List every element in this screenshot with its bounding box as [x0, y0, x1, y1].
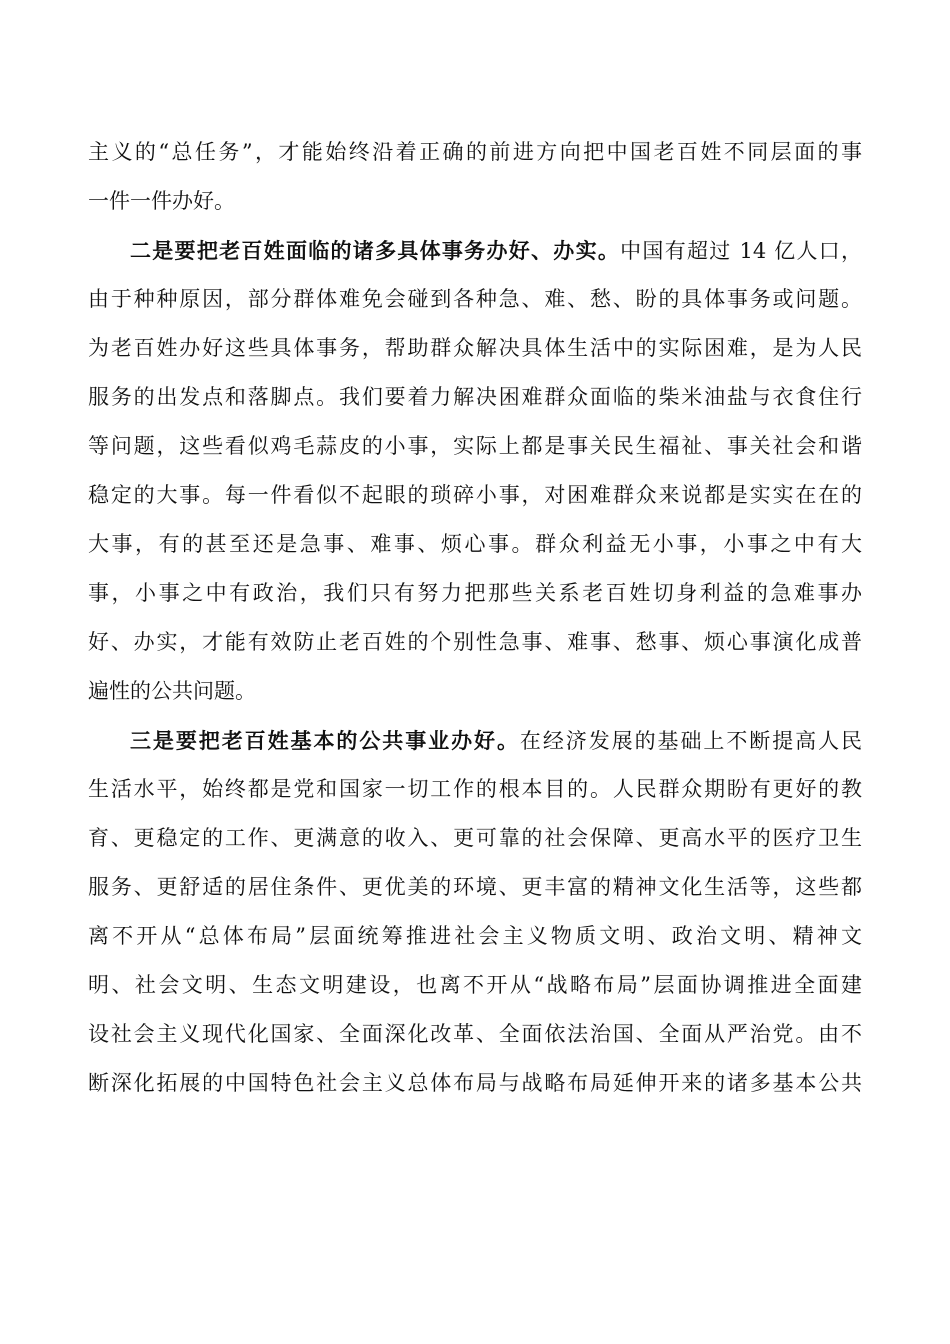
text-line [88, 1010, 862, 1059]
text-line [88, 667, 862, 716]
body-text: 一件一件办好。 [88, 189, 235, 213]
text-line [88, 471, 862, 520]
text-line [88, 618, 862, 667]
body-text: 主义的“总任务”，才能始终沿着正确的前进方向把中国老百姓不同层面的事 [88, 140, 862, 164]
body-text: 为老百姓办好这些具体事务，帮助群众解决具体生活中的实际困难，是为人民 [88, 336, 862, 360]
body-text: 离不开从“总体布局”层面统筹推进社会主义物质文明、政治文明、精神文 [88, 924, 862, 948]
body-text: 遍性的公共问题。 [88, 679, 256, 703]
body-text: 在经济发展的基础上不断提高人民 [519, 729, 863, 753]
body-text: 设社会主义现代化国家、全面深化改革、全面依法治国、全面从严治党。由不 [88, 1022, 862, 1046]
text-line [88, 1059, 862, 1108]
text-line [88, 226, 862, 275]
body-text: 服务的出发点和落脚点。我们要着力解决困难群众面临的柴米油盐与衣食住行 [88, 385, 862, 409]
bold-heading-text: 三是要把老百姓基本的公共事业办好。 [130, 728, 520, 753]
text-line [88, 912, 862, 961]
text-line [88, 324, 862, 373]
text-line [88, 128, 862, 177]
text-line [88, 961, 862, 1010]
body-text: 育、更稳定的工作、更满意的收入、更可靠的社会保障、更高水平的医疗卫生 [88, 826, 862, 850]
text-line [88, 765, 862, 814]
text-line [88, 520, 862, 569]
text-line [88, 422, 862, 471]
bold-heading-text: 二是要把老百姓面临的诸多具体事务办好、办实。 [130, 238, 621, 263]
document-body [88, 128, 862, 1108]
body-text: 等问题，这些看似鸡毛蒜皮的小事，实际上都是事关民生福祉、事关社会和谐 [88, 434, 862, 458]
text-line [88, 177, 862, 226]
body-text: 好、办实，才能有效防止老百姓的个别性急事、难事、愁事、烦心事演化成普 [88, 630, 862, 654]
body-text: 生活水平，始终都是党和国家一切工作的根本目的。人民群众期盼有更好的教 [88, 777, 862, 801]
text-line [88, 716, 862, 765]
body-text: 明、社会文明、生态文明建设，也离不开从“战略布局”层面协调推进全面建 [88, 973, 862, 997]
body-text: 断深化拓展的中国特色社会主义总体布局与战略布局延伸开来的诸多基本公共 [88, 1071, 862, 1095]
body-text: 事，小事之中有政治，我们只有努力把那些关系老百姓切身利益的急难事办 [88, 581, 862, 605]
body-text: 由于种种原因，部分群体难免会碰到各种急、难、愁、盼的具体事务或问题。 [88, 287, 862, 311]
text-line [88, 814, 862, 863]
text-line [88, 569, 862, 618]
body-text: 大事，有的甚至还是急事、难事、烦心事。群众利益无小事，小事之中有大 [88, 532, 862, 556]
body-text: 稳定的大事。每一件看似不起眼的琐碎小事，对困难群众来说都是实实在在的 [88, 483, 862, 507]
body-text: 服务、更舒适的居住条件、更优美的环境、更丰富的精神文化生活等，这些都 [88, 875, 862, 899]
text-line [88, 275, 862, 324]
text-line [88, 373, 862, 422]
text-line [88, 863, 862, 912]
body-text: 中国有超过 14 亿人口， [620, 239, 863, 263]
